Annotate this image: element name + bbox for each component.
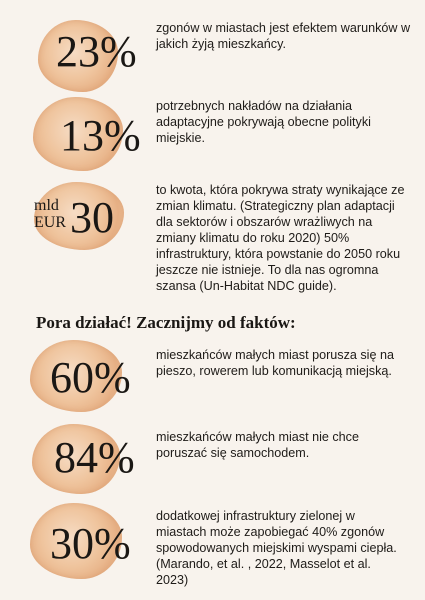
fact-value: 84% [54, 433, 135, 482]
fact-value: 60% [50, 353, 131, 402]
fact-description: to kwota, która pokrywa straty wynikające ze zmian klimatu. (Strategiczny plan adaptacji dla sektorów i obszarów wrażliwych na zmiany klimatu do roku 2020) 50% infrastruktury, która powstanie do 2050 roku jeszcze nie istnieje. To dla nas ogromna szansa (Un-Habitat NDC guide). [156, 183, 405, 293]
fact-unit-eur: EUR [34, 214, 66, 231]
fact-description: zgonów w miastach jest efektem warunków w jakich żyją mieszkańcy. [156, 21, 411, 51]
fact-description: dodatkowej infrastruktury zielonej w miastach może zapobiegać 40% zgonów spowodowanych miejskimi wyspami ciepła. (Marando, et al. , 2022, Masselot et al. 2023) [156, 509, 397, 587]
fact-description: mieszkańców małych miast nie chce poruszać się samochodem. [156, 430, 359, 460]
section-heading: Pora działać! Zacznijmy od faktów: [36, 313, 296, 332]
fact-value: 30 [70, 193, 114, 242]
fact-description: mieszkańców małych miast porusza się na pieszo, rowerem lub komunikacją miejską. [156, 348, 394, 378]
fact-value: 30% [50, 519, 131, 568]
fact-value: 13% [60, 111, 141, 160]
fact-value: 23% [56, 27, 137, 76]
fact-unit-mld: mld [34, 197, 59, 214]
fact-description: potrzebnych nakładów na działania adaptacyjne pokrywają obecne polityki miejskie. [156, 99, 371, 145]
